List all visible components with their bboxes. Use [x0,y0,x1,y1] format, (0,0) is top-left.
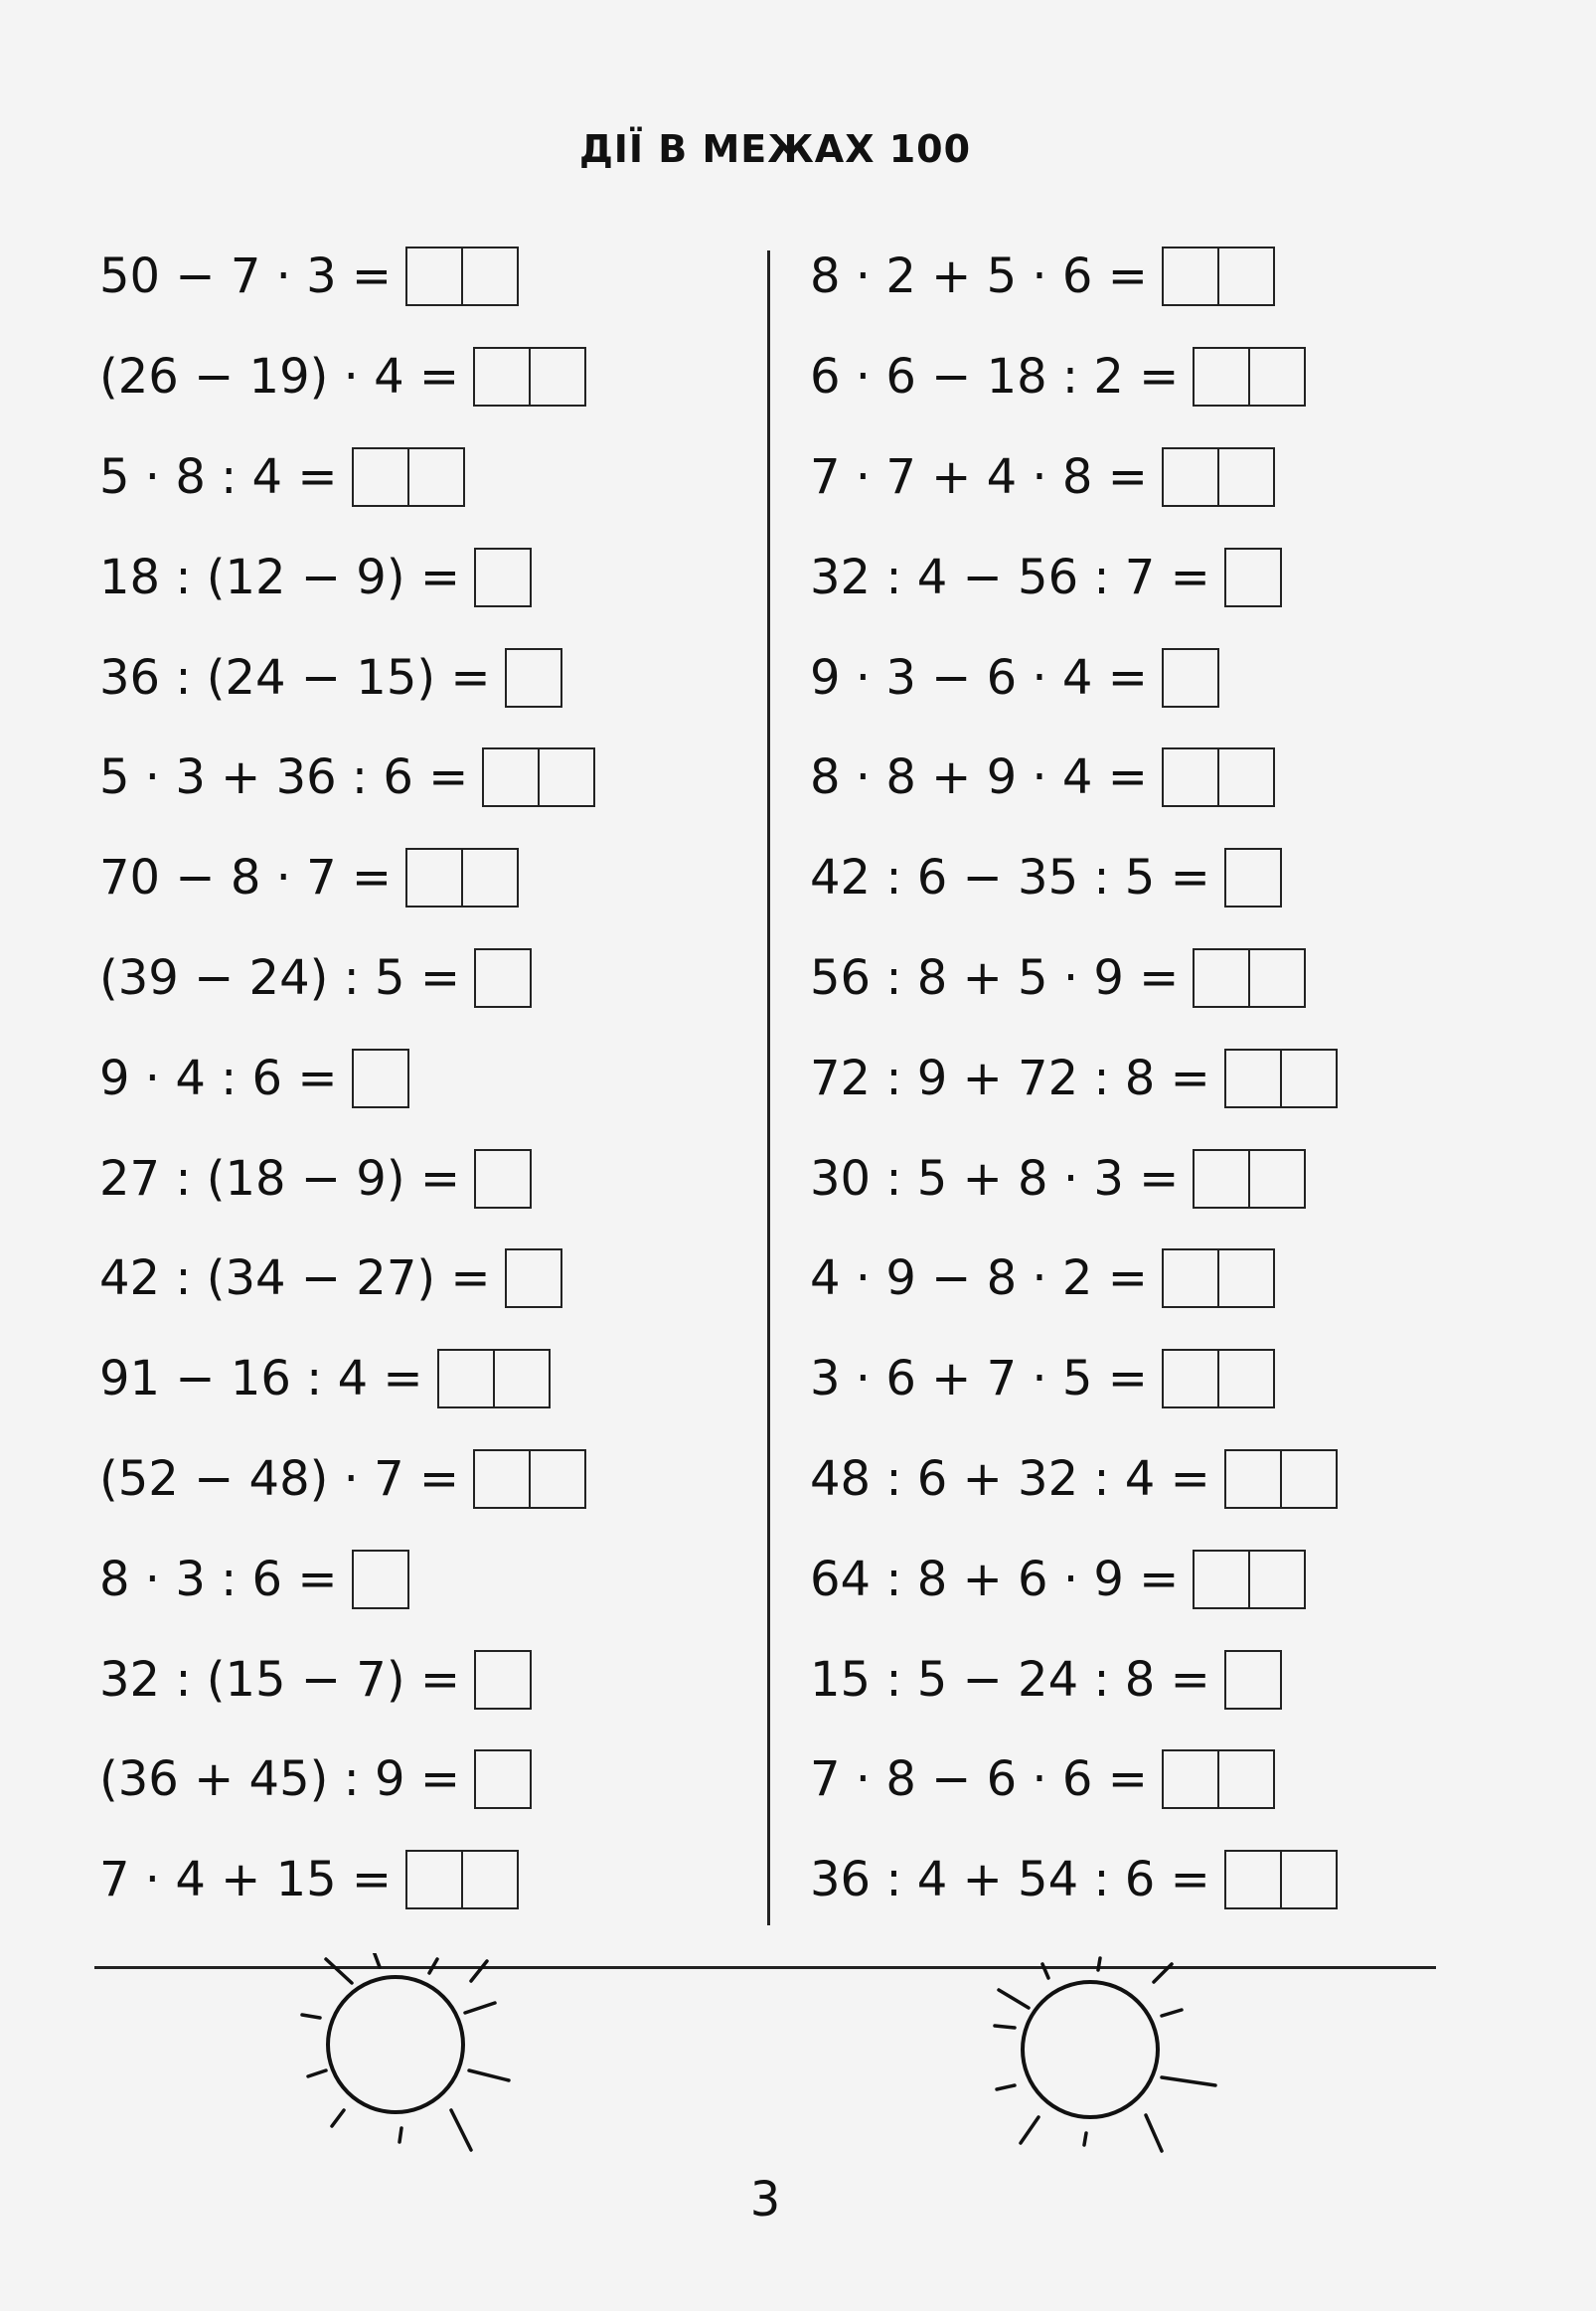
answer-boxes[interactable] [1162,1248,1275,1308]
answer-digit-box[interactable] [461,850,517,906]
equation-text: 72 : 9 + 72 : 8 = [810,1050,1210,1106]
answer-boxes[interactable] [1193,347,1306,407]
exercise-row [99,327,755,427]
page-title: ДІЇ В МЕЖАХ 100 [578,127,972,171]
answer-digit-box[interactable] [476,1751,530,1807]
answer-digit-box[interactable] [1248,950,1304,1006]
answer-digit-box[interactable] [1280,1051,1336,1106]
answer-digit-box[interactable] [1217,1351,1273,1406]
answer-boxes[interactable] [352,1550,409,1609]
answer-digit-box[interactable] [407,449,463,505]
answer-boxes[interactable] [1162,648,1219,708]
answer-digit-box[interactable] [1195,349,1248,405]
answer-boxes[interactable] [474,1749,532,1809]
answer-digit-box[interactable] [1217,449,1273,505]
exercise-row [99,427,755,528]
equation-text: 27 : (18 − 9) = [99,1150,461,1207]
exercise-row [99,1028,755,1128]
equation-text: 5 · 3 + 36 : 6 = [99,749,469,806]
exercise-row [810,1028,1506,1128]
equation-text: 42 : 6 − 35 : 5 = [810,850,1210,907]
exercise-row [99,1229,755,1329]
answer-digit-box[interactable] [1195,950,1248,1006]
equation-text: 9 · 3 − 6 · 4 = [810,649,1148,706]
answer-digit-box[interactable] [1217,749,1273,805]
answer-digit-box[interactable] [1195,1552,1248,1607]
equation-text: 8 · 3 : 6 = [99,1551,338,1607]
answer-digit-box[interactable] [1164,650,1217,706]
answer-digit-box[interactable] [476,1652,530,1708]
answer-boxes[interactable] [1224,1650,1282,1710]
equation-text: 7 · 4 + 15 = [99,1852,393,1908]
answer-boxes[interactable] [1162,1349,1275,1408]
answer-boxes[interactable] [1193,1550,1306,1609]
answer-digit-box[interactable] [507,650,560,706]
answer-digit-box[interactable] [476,1151,530,1207]
equation-text: 8 · 8 + 9 · 4 = [810,749,1148,806]
equation-text: (52 − 48) · 7 = [99,1450,460,1507]
answer-boxes[interactable] [352,447,465,507]
answer-boxes[interactable] [405,848,519,908]
answer-digit-box[interactable] [1280,1852,1336,1907]
answer-digit-box[interactable] [538,749,593,805]
equation-text: 7 · 8 − 6 · 6 = [810,1751,1148,1808]
exercise-row [99,728,755,828]
answer-boxes[interactable] [1193,1149,1306,1209]
answer-boxes[interactable] [1224,1449,1338,1509]
exercise-row [99,527,755,627]
exercise-row [99,1529,755,1629]
answer-boxes[interactable] [1224,1850,1338,1909]
answer-digit-box[interactable] [439,1351,493,1406]
answer-digit-box[interactable] [1217,1250,1273,1306]
answer-boxes[interactable] [1224,848,1282,908]
exercise-row [810,728,1506,828]
answer-boxes[interactable] [1224,548,1282,607]
exercise-row [99,928,755,1029]
equation-text: 15 : 5 − 24 : 8 = [810,1651,1210,1708]
equation-text: 18 : (12 − 9) = [99,549,461,605]
answer-digit-box[interactable] [354,1552,407,1607]
equation-text: 6 · 6 − 18 : 2 = [810,349,1180,406]
exercise-row [810,1329,1506,1429]
exercise-row [810,828,1506,928]
page-number: 3 [749,2172,781,2228]
answer-digit-box[interactable] [1226,1652,1280,1708]
answer-digit-box[interactable] [1164,1351,1217,1406]
answer-digit-box[interactable] [1248,349,1304,405]
answer-digit-box[interactable] [407,248,461,304]
answer-digit-box[interactable] [493,1351,549,1406]
exercise-row [99,828,755,928]
answer-digit-box[interactable] [1164,449,1217,505]
exercise-row [810,627,1506,728]
answer-boxes[interactable] [405,247,519,306]
answer-digit-box[interactable] [1217,248,1273,304]
answer-boxes[interactable] [1193,948,1306,1008]
equation-text: 32 : (15 − 7) = [99,1651,461,1708]
exercise-row [810,527,1506,627]
exercise-row [99,1429,755,1530]
answer-boxes[interactable] [505,648,562,708]
exercise-row [810,1229,1506,1329]
answer-digit-box[interactable] [461,248,517,304]
sun-icon [987,1956,1265,2185]
equation-text: 8 · 2 + 5 · 6 = [810,248,1148,305]
answer-digit-box[interactable] [354,449,407,505]
answer-digit-box[interactable] [529,1451,584,1507]
answer-digit-box[interactable] [529,349,584,405]
answer-digit-box[interactable] [476,950,530,1006]
answer-digit-box[interactable] [1226,850,1280,906]
answer-digit-box[interactable] [1164,749,1217,805]
answer-digit-box[interactable] [484,749,538,805]
equation-text: 91 − 16 : 4 = [99,1351,423,1407]
equation-text: 64 : 8 + 6 · 9 = [810,1551,1180,1607]
equation-text: 30 : 5 + 8 · 3 = [810,1150,1180,1207]
answer-boxes[interactable] [474,948,532,1008]
answer-boxes[interactable] [473,1449,586,1509]
answer-boxes[interactable] [474,1650,532,1710]
answer-boxes[interactable] [1162,747,1275,807]
answer-boxes[interactable] [474,1149,532,1209]
answer-boxes[interactable] [1224,1049,1338,1108]
answer-digit-box[interactable] [475,349,529,405]
exercise-row [99,1128,755,1229]
answer-digit-box[interactable] [1226,1852,1280,1907]
answer-digit-box[interactable] [1164,248,1217,304]
equation-text: 56 : 8 + 5 · 9 = [810,949,1180,1006]
answer-boxes[interactable] [1162,447,1275,507]
answer-digit-box[interactable] [475,1451,529,1507]
equation-text: 7 · 7 + 4 · 8 = [810,448,1148,505]
equation-text: 36 : 4 + 54 : 6 = [810,1852,1210,1908]
exercise-row [810,928,1506,1029]
equation-text: 32 : 4 − 56 : 7 = [810,549,1210,605]
answer-boxes[interactable] [505,1248,562,1308]
exercise-row [810,1529,1506,1629]
exercise-row [99,1629,755,1730]
answer-digit-box[interactable] [476,550,530,605]
answer-digit-box[interactable] [354,1051,407,1106]
exercise-row [810,427,1506,528]
answer-digit-box[interactable] [1248,1151,1304,1207]
left-exercise-column [99,227,755,1930]
answer-boxes[interactable] [1162,1749,1275,1809]
exercise-row [810,1629,1506,1730]
exercise-row [810,327,1506,427]
exercise-row [810,1730,1506,1830]
answer-boxes[interactable] [352,1049,409,1108]
answer-boxes[interactable] [437,1349,551,1408]
exercise-row [810,1429,1506,1530]
answer-digit-box[interactable] [461,1852,517,1907]
exercise-row [810,1830,1506,1930]
equation-text: 9 · 4 : 6 = [99,1050,338,1106]
answer-digit-box[interactable] [407,1852,461,1907]
answer-digit-box[interactable] [1164,1751,1217,1807]
exercise-row [99,1730,755,1830]
answer-digit-box[interactable] [507,1250,560,1306]
exercise-row [99,627,755,728]
answer-digit-box[interactable] [1280,1451,1336,1507]
equation-text: 3 · 6 + 7 · 5 = [810,1351,1148,1407]
answer-boxes[interactable] [473,347,586,407]
answer-digit-box[interactable] [407,850,461,906]
column-divider [767,250,770,1925]
exercise-row [99,227,755,327]
answer-boxes[interactable] [1162,247,1275,306]
equation-text: 4 · 9 − 8 · 2 = [810,1250,1148,1307]
answer-digit-box[interactable] [1226,1051,1280,1106]
answer-digit-box[interactable] [1226,1451,1280,1507]
equation-text: (39 − 24) : 5 = [99,949,461,1006]
equation-text: 42 : (34 − 27) = [99,1250,491,1307]
equation-text: 70 − 8 · 7 = [99,850,393,907]
answer-digit-box[interactable] [1248,1552,1304,1607]
equation-text: (26 − 19) · 4 = [99,349,460,406]
equation-text: 48 : 6 + 32 : 4 = [810,1450,1210,1507]
right-exercise-column [810,227,1506,1930]
equation-text: (36 + 45) : 9 = [99,1751,461,1808]
answer-digit-box[interactable] [1164,1250,1217,1306]
exercise-row [810,227,1506,327]
equation-text: 36 : (24 − 15) = [99,649,491,706]
answer-digit-box[interactable] [1217,1751,1273,1807]
equation-text: 50 − 7 · 3 = [99,248,393,305]
equation-text: 5 · 8 : 4 = [99,448,338,505]
sun-icon [296,1953,574,2182]
exercise-row [99,1830,755,1930]
exercise-row [99,1329,755,1429]
answer-boxes[interactable] [474,548,532,607]
answer-digit-box[interactable] [1195,1151,1248,1207]
answer-digit-box[interactable] [1226,550,1280,605]
answer-boxes[interactable] [482,747,595,807]
answer-boxes[interactable] [405,1850,519,1909]
exercise-row [810,1128,1506,1229]
